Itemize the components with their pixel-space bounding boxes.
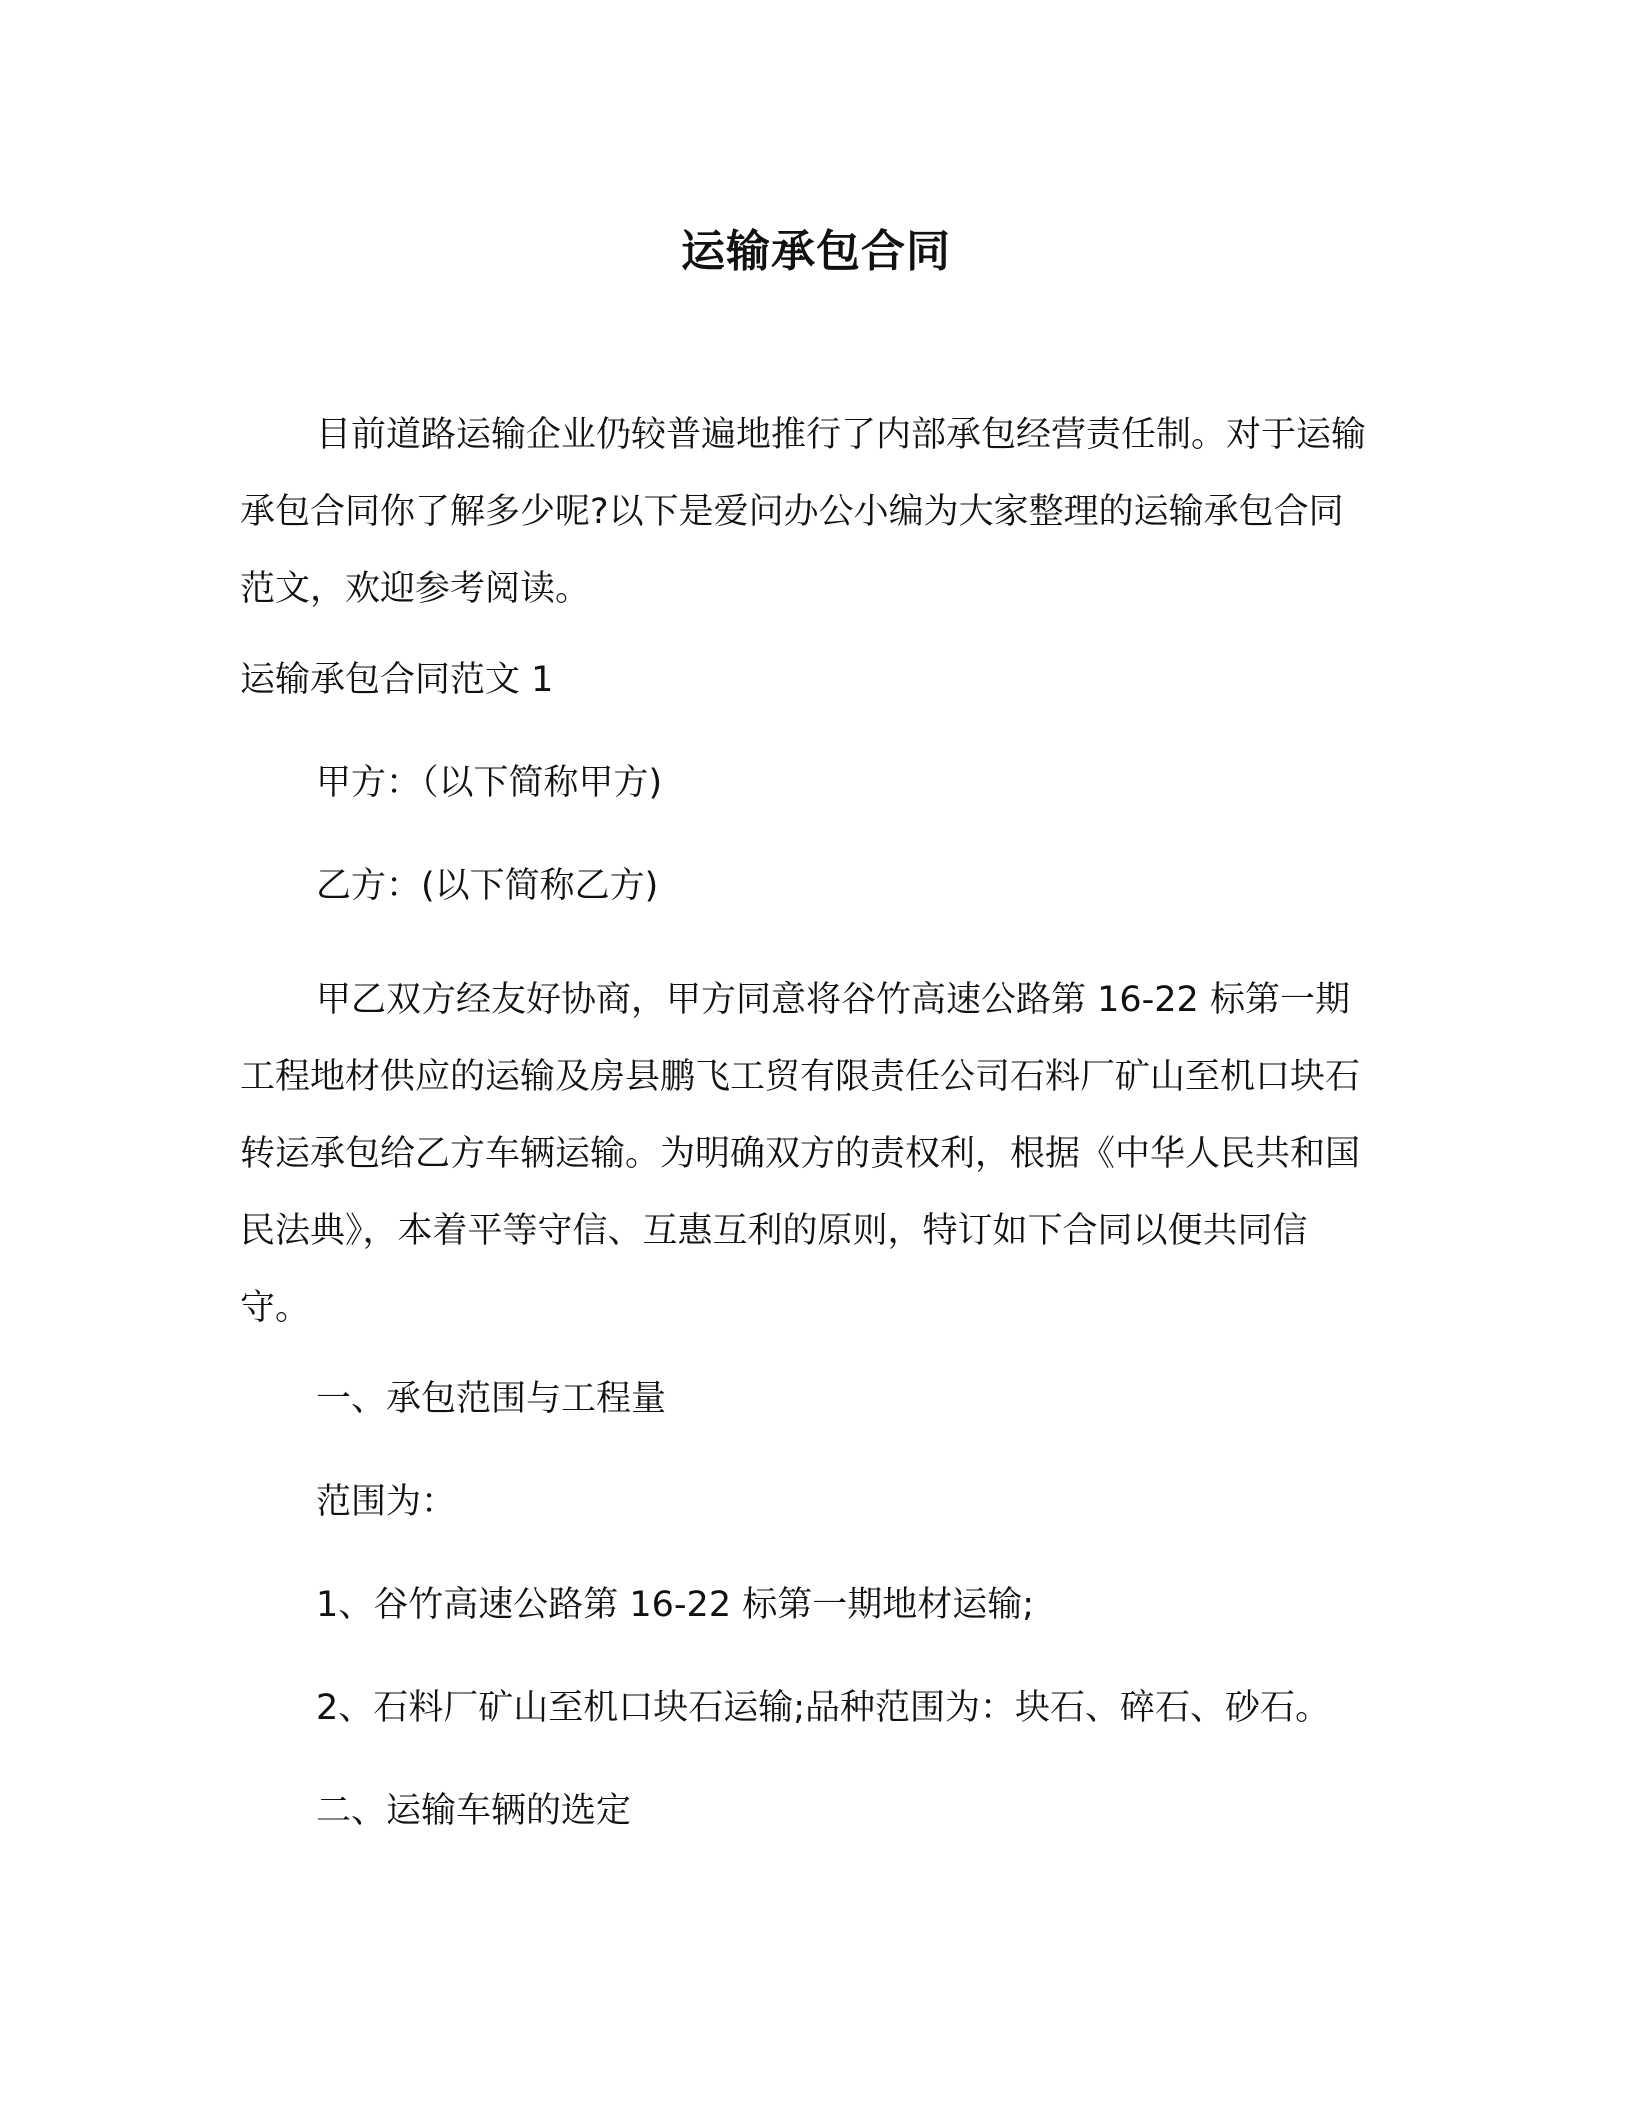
section-1-heading: 一、承包范围与工程量 xyxy=(316,1379,667,1419)
scope-item-1: 1、谷竹高速公路第 16-22 标第一期地材运输; xyxy=(316,1585,1035,1625)
party-a-block xyxy=(240,757,1372,809)
scope-item-2: 2、石料厂矿山至机口块石运输;品种范围为：块石、碎石、砂石。 xyxy=(316,1688,1331,1728)
intro-paragraph-block xyxy=(240,397,1372,628)
agreement-paragraph: 甲乙双方经友好协商，甲方同意将谷竹高速公路第 16-22 标第一期工程地材供应的运输及房县鹏飞工贸有限责任公司石料厂矿山至机口块石转运承包给乙方车辆运输。为明确双方的责权利，根据《中华人民共和国民法典》，本着平等守信、互惠互利的原则，特订如下合同以便共同信守。 xyxy=(240,980,1361,1328)
section-2-block xyxy=(240,1785,1372,1837)
scope-label: 范围为： xyxy=(316,1482,457,1522)
scope-label-block xyxy=(240,1476,1372,1528)
sample-heading-block xyxy=(240,654,1372,706)
party-a-line: 甲方：（以下简称甲方) xyxy=(316,763,663,803)
sample-heading: 运输承包合同范文 1 xyxy=(240,660,554,700)
scope-item-2-block xyxy=(240,1682,1372,1734)
section-1-block xyxy=(240,1373,1372,1425)
intro-paragraph: 目前道路运输企业仍较普遍地推行了内部承包经营责任制。对于运输承包合同你了解多少呢?以下是爱问办公小编为大家整理的运输承包合同范文，欢迎参考阅读。 xyxy=(240,415,1367,609)
party-b-block xyxy=(240,860,1372,912)
document-title: 运输承包合同 xyxy=(681,226,951,277)
scope-item-1-block xyxy=(240,1579,1372,1631)
party-b-line: 乙方：(以下简称乙方) xyxy=(316,866,659,906)
agreement-paragraph-block xyxy=(240,962,1372,1347)
section-2-heading: 二、运输车辆的选定 xyxy=(316,1791,632,1831)
